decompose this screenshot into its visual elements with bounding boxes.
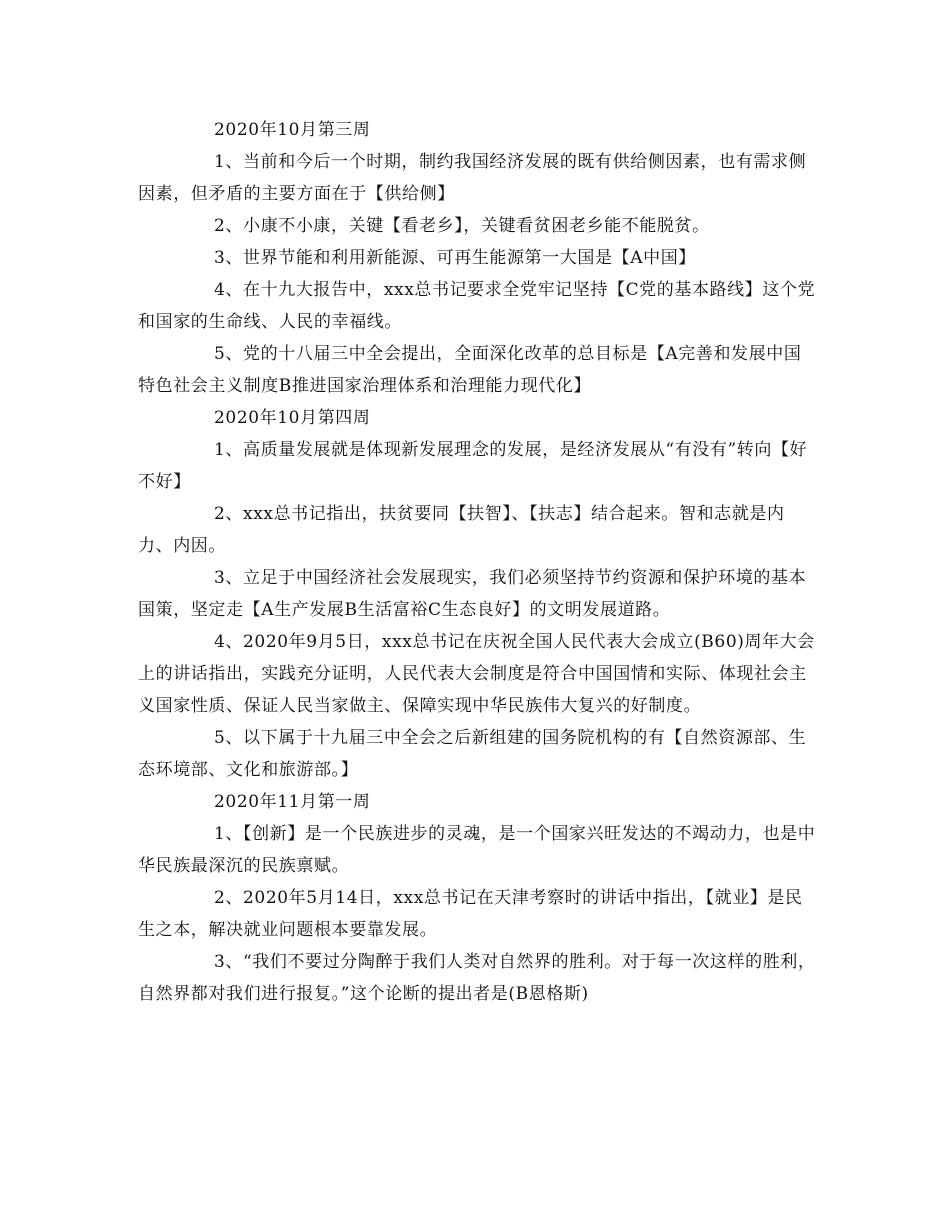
section-heading: 2020年11月第一周 [214, 792, 371, 812]
question-item: 1、高质量发展就是体现新发展理念的发展，是经济发展从“有没有”转向【好不好】 [138, 440, 808, 492]
question-item: 2、小康不小康，关键【看老乡】，关键看贫困老乡能不能脱贫。 [214, 216, 710, 236]
question-item: 1、【创新】是一个民族进步的灵魂，是一个国家兴旺发达的不竭动力，也是中华民族最深沉的民族禀赋。 [138, 824, 816, 876]
section-heading: 2020年10月第三周 [214, 120, 371, 140]
question-item: 4、2020年9月5日，xxx总书记在庆祝全国人民代表大会成立(B60)周年大会上的讲话指出，实践充分证明，人民代表大会制度是符合中国国情和实际、体现社会主义国家性质、保证人民当家做主、保障实现中华民族伟大复兴的好制度。 [138, 632, 815, 716]
question-item: 3、世界节能和利用新能源、可再生能源第一大国是【A中国】 [214, 248, 696, 268]
question-item: 5、党的十八届三中全会提出，全面深化改革的总目标是【A完善和发展中国特色社会主义制度B推进国家治理体系和治理能力现代化】 [138, 344, 802, 396]
question-item: 3、“我们不要过分陶醉于我们人类对自然界的胜利。对于每一次这样的胜利，自然界都对我们进行报复。”这个论断的提出者是(B恩格斯) [138, 952, 816, 1004]
question-item: 5、以下属于十九届三中全会之后新组建的国务院机构的有【自然资源部、生态环境部、文化和旅游部。】 [138, 728, 807, 780]
document-body [138, 114, 818, 1010]
question-item: 2、2020年5月14日，xxx总书记在天津考察时的讲话中指出，【就业】是民生之本，解决就业问题根本要靠发展。 [138, 888, 803, 940]
question-item: 2、xxx总书记指出，扶贫要同【扶智】、【扶志】结合起来。智和志就是内力、内因。 [138, 504, 785, 556]
section-heading: 2020年10月第四周 [214, 408, 371, 428]
question-item: 4、在十九大报告中，xxx总书记要求全党牢记坚持【C党的基本路线】这个党和国家的生命线、人民的幸福线。 [138, 280, 816, 332]
question-item: 1、当前和今后一个时期，制约我国经济发展的既有供给侧因素，也有需求侧因素，但矛盾的主要方面在于【供给侧】 [138, 152, 807, 204]
question-item: 3、立足于中国经济社会发展现实，我们必须坚持节约资源和保护环境的基本国策，坚定走【A生产发展B生活富裕C生态良好】的文明发展道路。 [138, 568, 807, 620]
